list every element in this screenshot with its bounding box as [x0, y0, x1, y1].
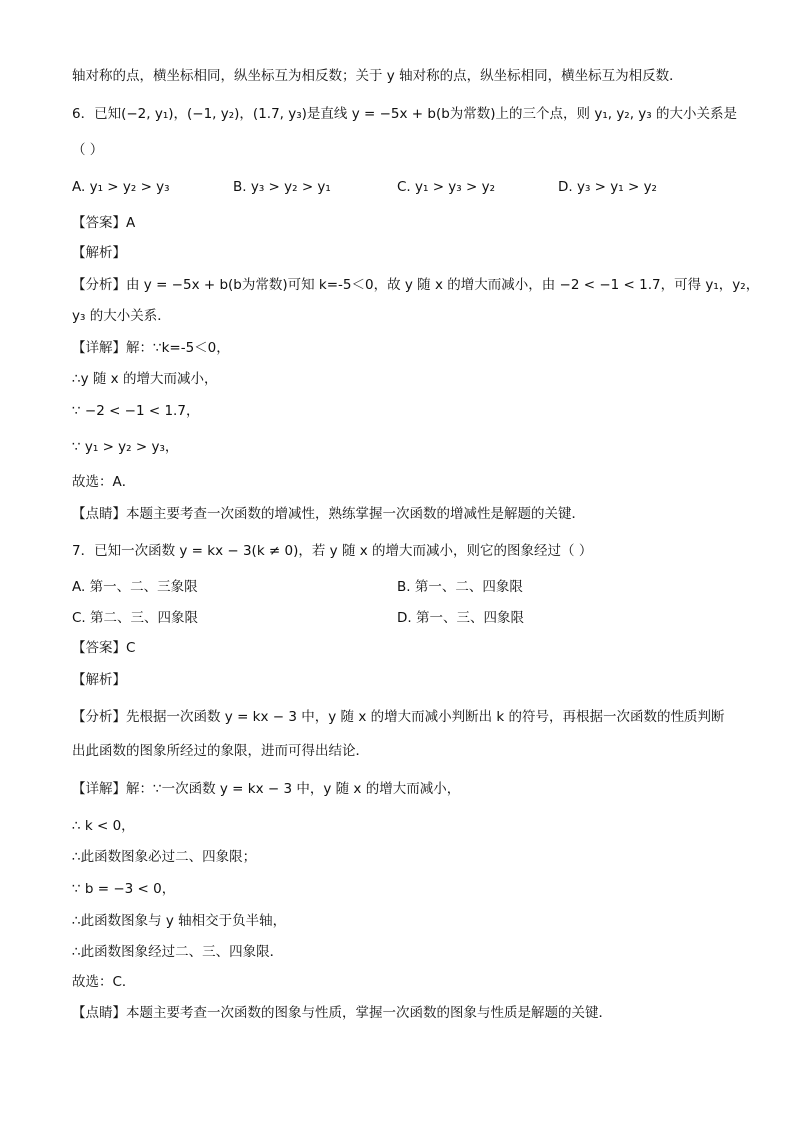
- detail-6-line-2: ∴y 随 x 的增大而减小，: [72, 371, 218, 387]
- note-6: 【点睛】本题主要考查一次函数的增减性，熟练掌握一次函数的增减性是解题的关键．: [72, 506, 585, 522]
- detail-7-line-1: 【详解】解：∵一次函数 y = kx − 3 中，y 随 x 的增大而减小，: [72, 781, 461, 797]
- analysis-7-line-2: 出此函数的图象所经过的象限，进而可得出结论．: [72, 743, 369, 759]
- analysis-7-line-1: 【分析】先根据一次函数 y = kx − 3 中，y 随 x 的增大而减小判断出 k 的符号，再根据一次函数的性质判断: [72, 709, 725, 725]
- detail-7-line-2: ∴ k < 0，: [72, 818, 135, 834]
- q7-option-b: B. 第一、二、四象限: [397, 579, 523, 595]
- detail-6-line-1: 【详解】解：∵k=-5＜0，: [72, 340, 230, 356]
- text-line: 轴对称的点，横坐标相同，纵坐标互为相反数；关于 y 轴对称的点，纵坐标相同，横坐标互为相反数．: [72, 68, 683, 84]
- analysis-6-line-2: y₃ 的大小关系．: [72, 308, 171, 324]
- q6-option-b: B. y₃ > y₂ > y₁: [233, 179, 331, 195]
- detail-7-line-3: ∴此函数图象必过二、四象限；: [72, 849, 257, 865]
- detail-6-line-4: ∵ y₁ > y₂ > y₃，: [72, 439, 179, 455]
- q7-option-d: D. 第一、三、四象限: [397, 610, 524, 626]
- q6-option-d: D. y₃ > y₁ > y₂: [558, 179, 657, 195]
- q6-option-c: C. y₁ > y₃ > y₂: [397, 179, 496, 195]
- question-6-bracket: （ ）: [72, 142, 104, 158]
- note-7: 【点睛】本题主要考查一次函数的图象与性质，掌握一次函数的图象与性质是解题的关键．: [72, 1005, 612, 1021]
- detail-7-line-6: ∴此函数图象经过二、三、四象限．: [72, 944, 284, 960]
- analysis-6-heading: 【解析】: [72, 245, 126, 261]
- question-7-stem: 7．已知一次函数 y = kx − 3(k ≠ 0)，若 y 随 x 的增大而减小，则它的图象经过（ ）: [72, 543, 593, 559]
- detail-6-line-3: ∵ −2 < −1 < 1.7，: [72, 403, 200, 419]
- detail-7-line-4: ∵ b = −3 < 0，: [72, 881, 176, 897]
- detail-7-line-7: 故选：C．: [72, 974, 136, 990]
- answer-7: 【答案】C: [72, 640, 136, 656]
- answer-6: 【答案】A: [72, 215, 136, 231]
- q6-option-a: A. y₁ > y₂ > y₃: [72, 179, 170, 195]
- q7-option-c: C. 第二、三、四象限: [72, 610, 199, 626]
- question-6-stem: 6．已知(−2, y₁)，(−1, y₂)，(1.7, y₃)是直线 y = −5x + b(b为常数)上的三个点，则 y₁, y₂, y₃ 的大小关系是: [72, 106, 737, 122]
- analysis-6-line-1: 【分析】由 y = −5x + b(b为常数)可知 k=-5＜0，故 y 随 x 的增大而减小，由 −2 < −1 < 1.7，可得 y₁，y₂，: [72, 277, 760, 293]
- analysis-7-heading: 【解析】: [72, 672, 126, 688]
- q7-option-a: A. 第一、二、三象限: [72, 579, 198, 595]
- detail-6-line-5: 故选：A．: [72, 474, 136, 490]
- detail-7-line-5: ∴此函数图象与 y 轴相交于负半轴，: [72, 913, 287, 929]
